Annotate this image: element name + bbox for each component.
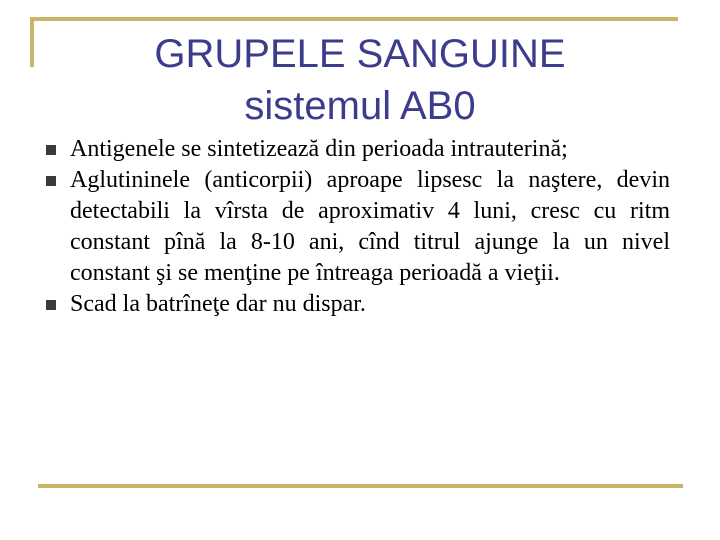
bullet-list — [44, 134, 670, 320]
bullet-text: Aglutininele (anticorpii) aproape lipsesc la naştere, devin detectabili la vîrsta de aproximativ 4 luni, cresc cu ritm constant pînă la 8-10 ani, cînd titrul ajunge la un nivel constant şi se menţine pe întreaga perioadă a vieţii. — [70, 167, 670, 286]
square-bullet-icon — [46, 145, 56, 155]
square-bullet-icon — [46, 176, 56, 186]
frame-bottom-line — [38, 484, 683, 488]
frame-top-line — [30, 17, 678, 21]
frame-left-line — [30, 17, 34, 67]
bullet-text: Antigenele se sintetizează din perioada intrauterină; — [70, 136, 568, 162]
bullet-item-agglutinins — [44, 165, 670, 289]
title-line-2: sistemul AB0 — [244, 84, 476, 128]
square-bullet-icon — [46, 300, 56, 310]
slide-title — [36, 28, 684, 132]
bullet-text: Scad la batrîneţe dar nu dispar. — [70, 291, 366, 317]
bullet-item-antigens — [44, 134, 670, 165]
bullet-item-old-age — [44, 289, 670, 320]
title-line-1: GRUPELE SANGUINE — [154, 32, 566, 76]
